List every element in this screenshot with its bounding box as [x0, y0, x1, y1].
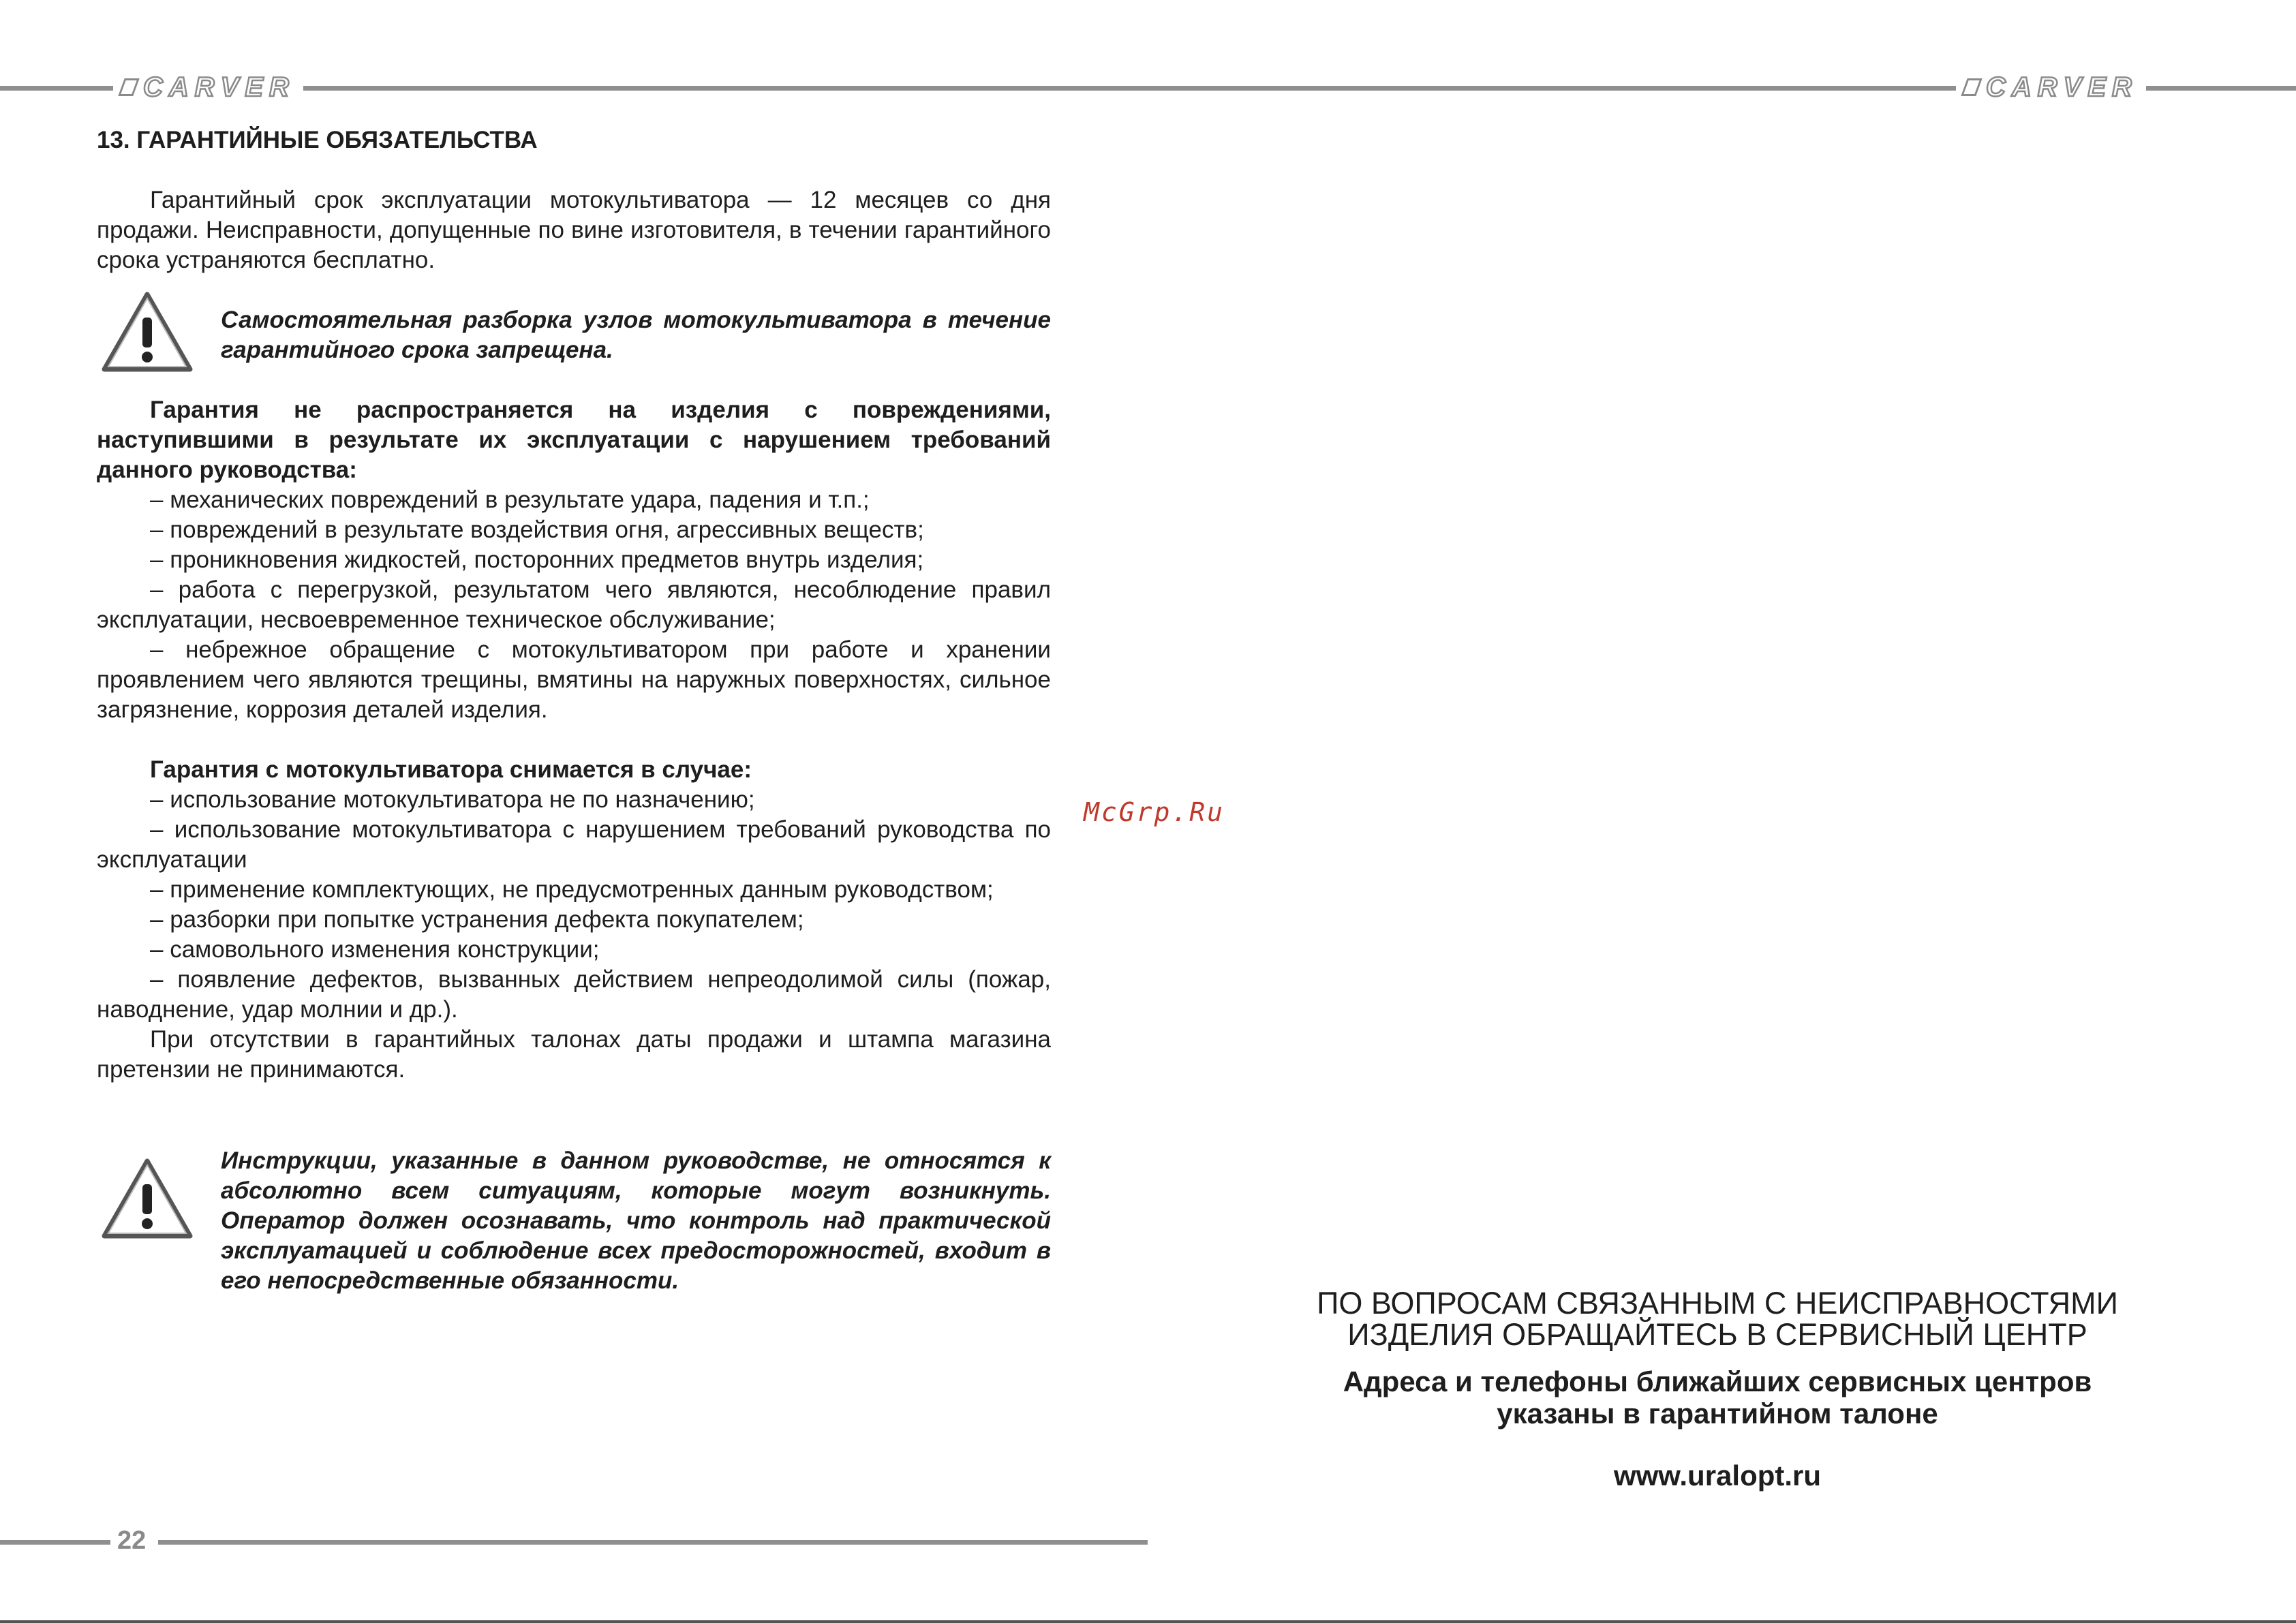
list-item: – применение комплектующих, не предусмотренных данным руководством; — [150, 876, 994, 903]
warning-note-instructions — [221, 1146, 1051, 1296]
footer-rule-left — [158, 1540, 1148, 1545]
service-contacts-line1: Адреса и телефоны ближайших сервисных центров — [1343, 1365, 2092, 1397]
watermark: McGrp.Ru — [1084, 797, 1225, 827]
warning-triangle-icon — [99, 289, 196, 375]
brand-logo-left — [113, 72, 303, 102]
revocation-block — [97, 755, 1051, 1085]
warning-text: Самостоятельная разборка узлов мотокультиватора в течение гарантийного срока запрещена. — [221, 307, 1051, 363]
warning-note-disassembly — [221, 305, 1051, 365]
brand-mark-icon — [118, 78, 139, 96]
list-item: – использование мотокультиватора с нарушением требований руководства по эксплуатации — [97, 816, 1051, 873]
list-item: – использование мотокультиватора не по назначению; — [150, 786, 755, 813]
exclusions-title: Гарантия не распространяется на изделия с повреждениями, наступившими в результате их эксплуатации с нарушением требований данного руководства: — [97, 397, 1051, 483]
brand-logo-right — [1956, 72, 2146, 102]
list-item: – небрежное обращение с мотокультиватором при работе и хранении проявлением чего являются трещины, вмятины на наружных поверхностях, сильное загрязнение, коррозия деталей изделия. — [97, 636, 1051, 723]
warning-triangle-icon — [99, 1156, 196, 1241]
revocation-title: Гарантия с мотокультиватора снимается в случае: — [150, 756, 752, 783]
list-item: – самовольного изменения конструкции; — [150, 936, 600, 963]
service-contacts-line2: указаны в гарантийном талоне — [1497, 1397, 1938, 1429]
brand-logo-text: CARVER — [1986, 72, 2138, 102]
list-item: – работа с перегрузкой, результатом чего являются, несоблюдение правил эксплуатации, несвоевременное техническое обслуживание; — [97, 576, 1051, 633]
intro-paragraph — [97, 185, 1051, 275]
exclusions-block — [97, 395, 1051, 725]
warning-text: Инструкции, указанные в данном руководстве, не относятся к абсолютно всем ситуациям, которые могут возникнуть. Оператор должен осознавать, что контроль над практической эксплуатацией и соблюдение всех предосторожностей, входит в его непосредственные обязанности. — [221, 1147, 1051, 1294]
list-item: – появление дефектов, вызванных действием непреодолимой силы (пожар, наводнение, удар молнии и др.). — [97, 966, 1051, 1023]
intro-text: Гарантийный срок эксплуатации мотокультиватора — 12 месяцев со дня продажи. Неисправности, допущенные по вине изготовителя, в течении гарантийного срока устраняются бесплатно. — [97, 187, 1051, 273]
service-center-block — [1274, 1288, 2160, 1491]
brand-logo-text: CARVER — [143, 72, 295, 102]
bottom-edge-rule — [0, 1620, 2296, 1623]
list-item: – проникновения жидкостей, посторонних предметов внутрь изделия; — [150, 546, 924, 573]
list-item: – повреждений в результате воздействия огня, агрессивных веществ; — [150, 516, 924, 543]
service-heading-line1: ПО ВОПРОСАМ СВЯЗАННЫМ С НЕИСПРАВНОСТЯМИ — [1317, 1286, 2118, 1320]
service-heading-line2: ИЗДЕЛИЯ ОБРАЩАЙТЕСЬ В СЕРВИСНЫЙ ЦЕНТР — [1347, 1317, 2087, 1352]
claims-note: При отсутствии в гарантийных талонах даты продажи и штампа магазина претензии не принимаются. — [97, 1026, 1051, 1083]
footer-rule-left-short — [0, 1540, 110, 1545]
section-title: 13. ГАРАНТИЙНЫЕ ОБЯЗАТЕЛЬСТВА — [97, 127, 538, 153]
brand-mark-icon — [1961, 78, 1982, 96]
list-item: – механических повреждений в результате удара, падения и т.п.; — [150, 486, 870, 513]
page-number: 22 — [114, 1526, 149, 1556]
list-item: – разборки при попытке устранения дефекта покупателем; — [150, 906, 804, 933]
website-link[interactable]: www.uralopt.ru — [1613, 1459, 1822, 1491]
